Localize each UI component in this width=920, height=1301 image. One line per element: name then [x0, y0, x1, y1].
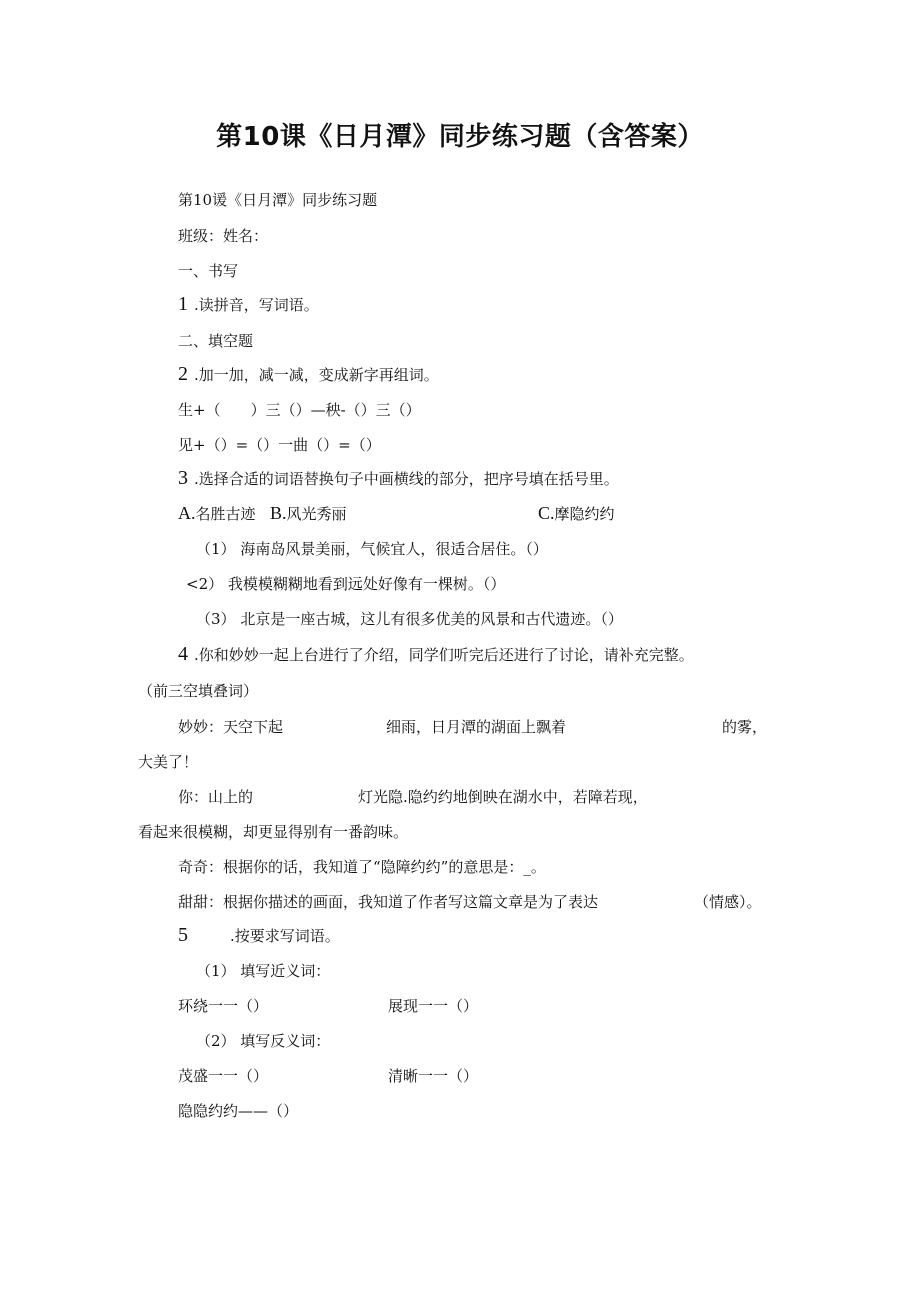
q4-line-3: 奇奇：根据你的话，我知道了“隐障约约”的意思是：_。	[178, 858, 546, 876]
question-text: .读拼音，写词语。	[194, 296, 319, 314]
question-text: .加一加，减一减，变成新字再组词。	[194, 366, 439, 384]
question-1	[178, 294, 319, 315]
q4-line-1b: 细雨，日月潭的湖面上飘着	[386, 718, 567, 736]
q4-line-2c: 看起来很模糊，却更显得别有一番韵味。	[138, 823, 409, 841]
item-tag: （3）	[196, 610, 236, 628]
q4-line-1d: 大美了！	[138, 753, 199, 771]
item-text: 我模模糊糊地看到远处好像有一棵树。（）	[227, 575, 506, 593]
question-text: .选择合适的词语替换句子中画横线的部分，把序号填在括号里。	[194, 470, 619, 488]
q4-line-4a: 甜甜：根据你描述的画面，我知道了作者写这篇文章是为了表达	[178, 893, 599, 911]
q5-word-1: 环绕一一（）	[178, 997, 269, 1015]
q5-word-2: 展现一一（）	[388, 997, 479, 1015]
q5-sub-2: （2） 填写反义词：	[196, 1032, 331, 1050]
question-3	[178, 468, 619, 489]
q5-sub-1: （1） 填写近义词：	[196, 962, 331, 980]
option-letter: C.	[538, 503, 555, 523]
q2-row-1: 生+（ ）三（）—秧-（）三（）	[178, 401, 421, 419]
q3-option-a	[178, 503, 256, 524]
question-5	[178, 925, 340, 946]
q3-item-2	[186, 574, 505, 594]
section-heading-writing: 一、书写	[178, 262, 239, 280]
q4-line-2a: 你：山上的	[178, 788, 254, 806]
option-letter: A.	[178, 503, 196, 523]
question-text: .你和妙妙一起上台进行了介绍，同学们听完后还进行了讨论，请补充完整。	[194, 646, 694, 664]
item-text: 海南岛风景美丽，气候宜人，很适合居住。（）	[240, 540, 548, 558]
q4-note: （前三空填叠词）	[138, 682, 259, 700]
question-number: 1	[178, 293, 188, 315]
q4-line-1a: 妙妙：天空下起	[178, 718, 284, 736]
question-4	[178, 644, 694, 665]
q3-item-1	[196, 539, 548, 559]
q3-option-b	[270, 503, 347, 524]
option-text: 名胜古迹	[195, 505, 256, 523]
option-text: 风光秀丽	[286, 505, 347, 523]
q3-item-3	[196, 609, 623, 629]
worksheet-subtitle: 第10谖《日月潭》同步练习题	[178, 191, 378, 209]
question-number: 2	[178, 363, 188, 385]
q2-row-2: 见+（）=（）一曲（）=（）	[178, 436, 381, 454]
section-heading-fill: 二、填空题	[178, 332, 254, 350]
q5-word-3: 茂盛一一（）	[178, 1067, 269, 1085]
page-title: 第10课《日月潭》同步练习题（含答案）	[216, 122, 704, 152]
q4-line-2b: 灯光隐.隐约约地倒映在湖水中，若障若现，	[358, 788, 648, 806]
class-name-line: 班级：姓名：	[178, 227, 269, 245]
q3-option-c	[538, 503, 615, 524]
question-number: 5	[178, 924, 188, 946]
q5-word-4: 清晰一一（）	[388, 1067, 479, 1085]
question-number: 4	[178, 643, 188, 665]
question-number: 3	[178, 467, 188, 489]
item-tag: （1）	[196, 540, 236, 558]
option-text: 摩隐约约	[554, 505, 615, 523]
q4-line-1c: 的雾，	[722, 718, 768, 736]
question-text: .按要求写词语。	[230, 927, 340, 945]
item-tag: <2）	[186, 575, 224, 593]
item-text: 北京是一座古城，这儿有很多优美的风景和古代遗迹。（）	[240, 610, 623, 628]
q4-line-4b: （情感）。	[694, 893, 762, 911]
option-letter: B.	[270, 503, 287, 523]
q5-word-5: 隐隐约约——（）	[178, 1102, 299, 1120]
question-2	[178, 364, 439, 385]
